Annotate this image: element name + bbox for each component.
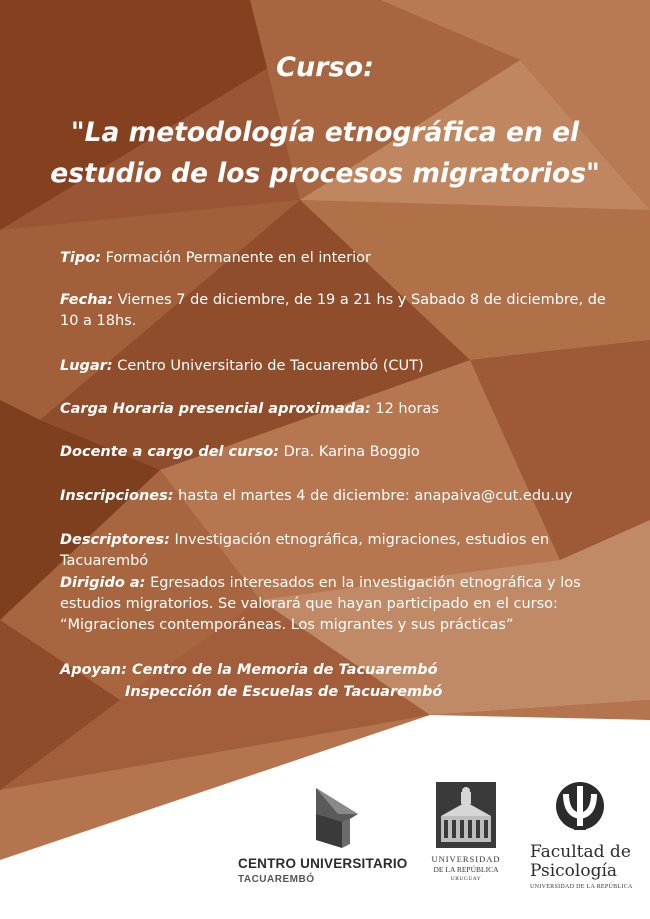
- dirigido-row: [60, 573, 620, 636]
- carga-row: [60, 399, 439, 420]
- lugar-row: [60, 356, 424, 377]
- psicologia-logo: [528, 780, 638, 900]
- psi-symbol-icon: [550, 780, 620, 840]
- dirigido-value: Egresados interesados en la investigación etnográfica y los estudios migratorios. Se valorará que hayan participado en el curso: “Migraciones contemporáneas. Los migrantes y sus prácticas”: [60, 575, 581, 633]
- tipo-row: [60, 248, 371, 269]
- inscripciones-value: hasta el martes 4 de diciembre: anapaiva@cut.edu.uy: [178, 488, 573, 504]
- psicologia-line3: UNIVERSIDAD DE LA REPÚBLICA: [530, 884, 633, 890]
- fecha-label: Fecha:: [60, 292, 114, 308]
- fecha-value: Viernes 7 de diciembre, de 19 a 21 hs y Sabado 8 de diciembre, de 10 a 18hs.: [60, 292, 606, 329]
- logos-bar: [0, 770, 650, 919]
- apoyan-item-2: Inspección de Escuelas de Tacuarembó: [125, 684, 443, 700]
- cut-subtitle: TACUAREMBÓ: [238, 874, 315, 885]
- tipo-value: Formación Permanente en el interior: [105, 250, 372, 266]
- docente-value: Dra. Karina Boggio: [283, 444, 420, 460]
- psicologia-line1: Facultad de: [530, 842, 631, 862]
- apoyan-label: Apoyan:: [60, 662, 127, 678]
- apoyan-row: [60, 660, 438, 681]
- psicologia-line2: Psicología: [530, 861, 618, 881]
- inscripciones-row: [60, 486, 573, 507]
- lugar-value: Centro Universitario de Tacuarembó (CUT): [117, 358, 424, 374]
- carga-label: Carga Horaria presencial aproximada:: [60, 401, 371, 417]
- tipo-label: Tipo:: [60, 250, 102, 266]
- dirigido-label: Dirigido a:: [60, 575, 146, 591]
- cut-emblem-icon: [238, 784, 408, 854]
- descriptores-row: [60, 530, 630, 572]
- udelar-building-icon: [431, 782, 501, 852]
- course-title: "La metodología etnográfica en el estudio de los procesos migratorios": [50, 117, 600, 189]
- carga-value: 12 horas: [375, 401, 439, 417]
- inscripciones-label: Inscripciones:: [60, 488, 174, 504]
- udelar-line1: UNIVERSIDAD: [431, 854, 501, 864]
- cut-logo: [238, 784, 408, 894]
- udelar-logo: [431, 782, 501, 892]
- descriptores-label: Descriptores:: [60, 532, 170, 548]
- fecha-row: [60, 290, 620, 332]
- cut-name: CENTRO UNIVERSITARIO: [238, 856, 408, 871]
- udelar-line3: URUGUAY: [450, 876, 482, 882]
- docente-label: Docente a cargo del curso:: [60, 444, 280, 460]
- udelar-line2: DE LA REPÚBLICA: [433, 865, 499, 874]
- course-label: Curso:: [276, 52, 374, 83]
- descriptores-value: Investigación etnográfica, migraciones, estudios en Tacuarembó: [60, 532, 550, 569]
- apoyan-item-1: Centro de la Memoria de Tacuarembó: [131, 662, 438, 678]
- lugar-label: Lugar:: [60, 358, 113, 374]
- docente-row: [60, 442, 420, 463]
